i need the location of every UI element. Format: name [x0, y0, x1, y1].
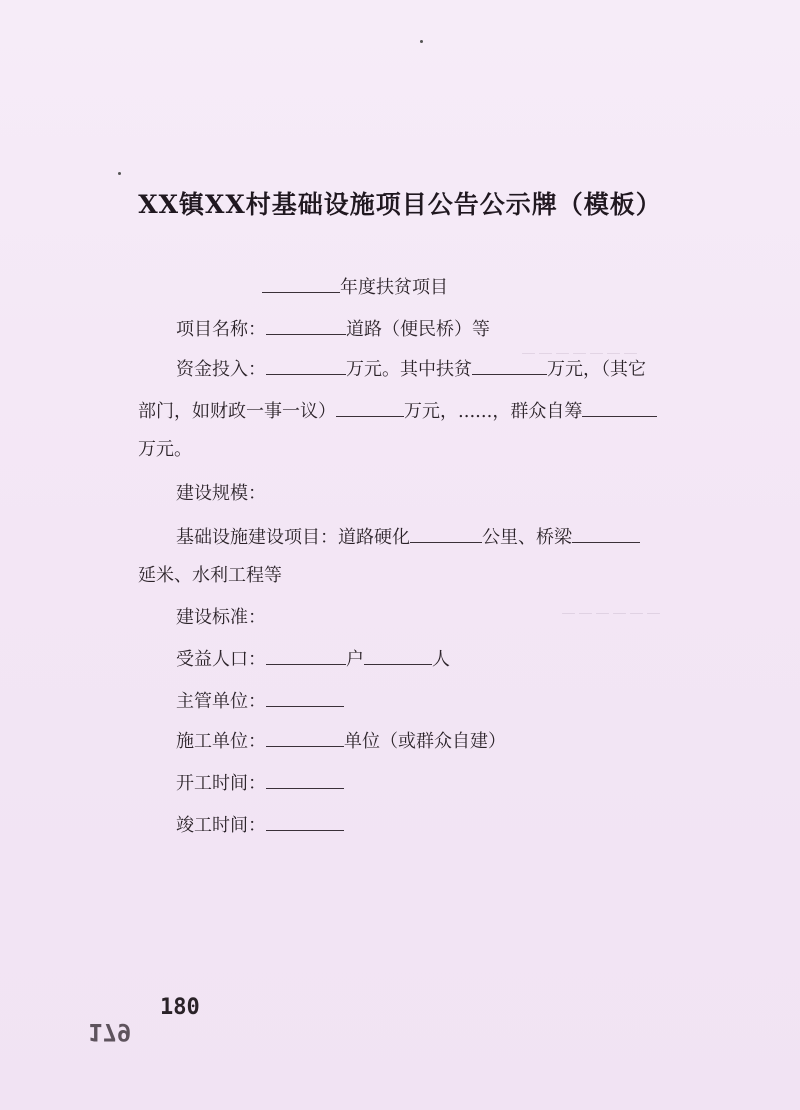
funds-line-1 [176, 356, 646, 382]
funds-unit: 万元，（其它 [547, 359, 646, 380]
finish-time-label: 竣工时间： [176, 815, 266, 836]
supervisor-label: 主管单位： [176, 691, 266, 712]
funds-other-label: 部门，如财政一事一议） [138, 401, 336, 422]
supervisor-line [176, 688, 344, 714]
household-unit: 户 [346, 649, 364, 670]
infra-label: 基础设施建设项目：道路硬化 [176, 527, 410, 548]
person-unit: 人 [432, 649, 450, 670]
scan-speck [420, 40, 423, 43]
blank-field [262, 274, 340, 293]
project-name-line [176, 316, 490, 342]
blank-field [266, 646, 346, 665]
builder-line [176, 728, 506, 754]
stamp-number: 179 [88, 1018, 132, 1046]
funds-line-3: 万元。 [138, 439, 192, 460]
finish-time-line [176, 812, 344, 838]
blank-field [410, 524, 482, 543]
blank-field [572, 524, 640, 543]
infra-line-2: 延米、水利工程等 [138, 565, 282, 586]
standard-label: 建设标准： [176, 607, 266, 628]
beneficiary-line [176, 646, 450, 672]
infra-bridge-label: 公里、桥梁 [482, 527, 572, 548]
blank-field [336, 398, 404, 417]
year-line [262, 274, 448, 300]
year-label: 年度扶贫项目 [340, 277, 448, 298]
page-number: 180 [160, 995, 200, 1020]
blank-field [266, 316, 346, 335]
blank-field [266, 688, 344, 707]
blank-field [266, 770, 344, 789]
infra-line-1 [176, 524, 640, 550]
funds-line-2 [138, 398, 657, 424]
blank-field [472, 356, 547, 375]
blank-field [266, 812, 344, 831]
funds-unit: 万元。其中扶贫 [346, 359, 472, 380]
start-time-label: 开工时间： [176, 773, 266, 794]
scan-speck [118, 172, 121, 175]
bleed-through-text: －－－－－－ [560, 605, 662, 625]
project-name-label: 项目名称： [176, 319, 266, 340]
project-name-suffix: 道路（便民桥）等 [346, 319, 490, 340]
bleed-through-text: －－－－－－－ [520, 345, 639, 365]
funds-label: 资金投入： [176, 359, 266, 380]
blank-field [582, 398, 657, 417]
builder-label: 施工单位： [176, 731, 266, 752]
scale-label: 建设规模： [176, 483, 266, 504]
funds-self-label: 万元，......，群众自筹 [404, 401, 583, 422]
blank-field [364, 646, 432, 665]
page-title: XX镇XX村基础设施项目公告公示牌（模板） [138, 190, 662, 219]
builder-suffix: 单位（或群众自建） [344, 731, 506, 752]
blank-field [266, 728, 344, 747]
beneficiary-label: 受益人口： [176, 649, 266, 670]
start-time-line [176, 770, 344, 796]
blank-field [266, 356, 346, 375]
